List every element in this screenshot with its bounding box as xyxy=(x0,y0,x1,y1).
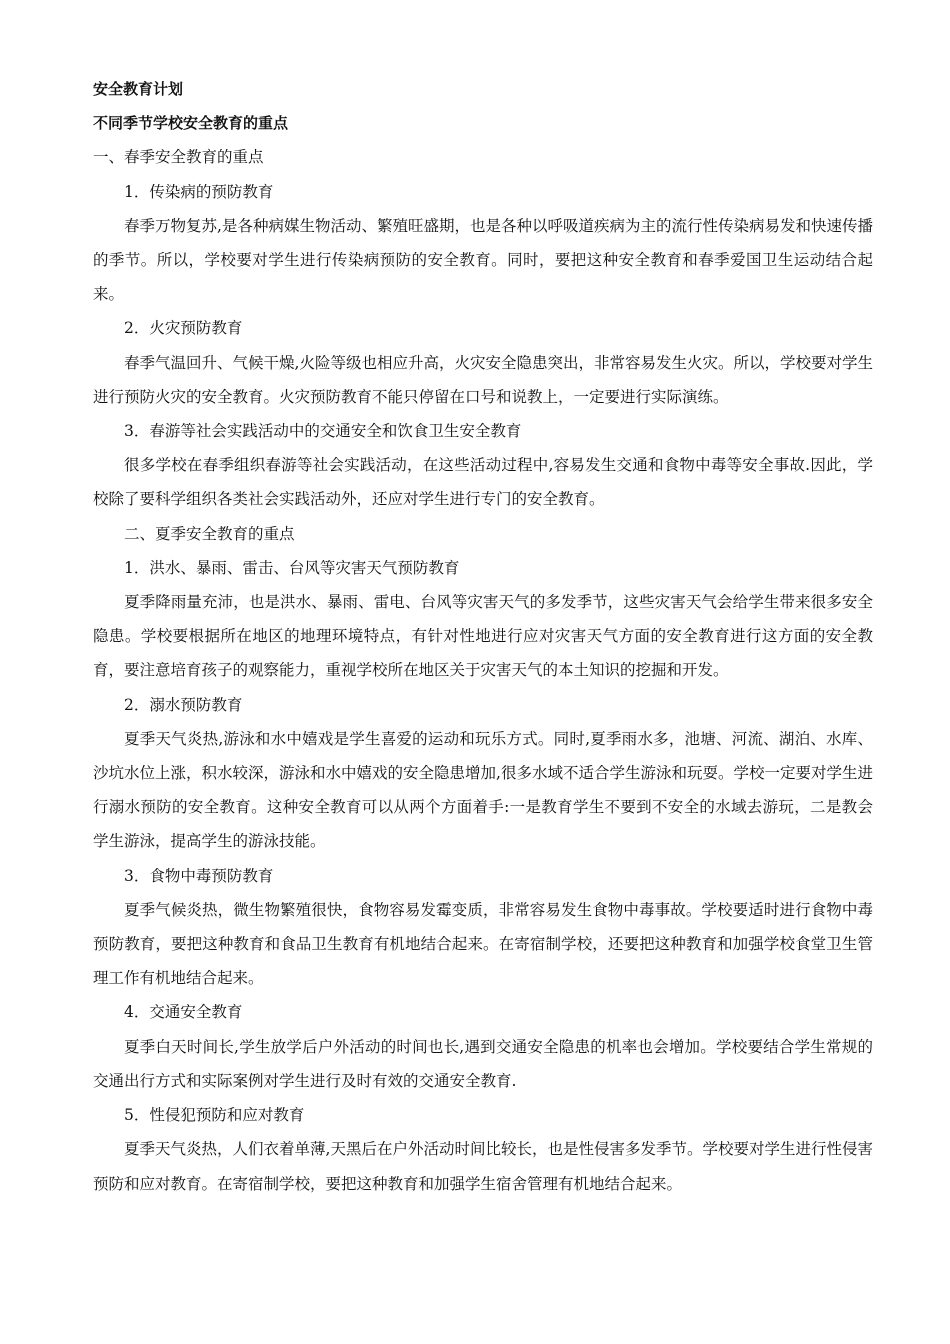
section-heading-summer: 二、夏季安全教育的重点 xyxy=(124,524,295,543)
item-heading: 3．食物中毒预防教育 xyxy=(124,866,274,885)
item-heading: 5．性侵犯预防和应对教育 xyxy=(124,1106,305,1125)
item-heading: 2．溺水预防教育 xyxy=(124,695,243,714)
item-heading: 3．春游等社会实践活动中的交通安全和饮食卫生安全教育 xyxy=(124,422,522,441)
item-paragraph: 春季万物复苏,是各种病媒生物活动、繁殖旺盛期，也是各种以呼吸道疾病为主的流行性传染病易发和快速传播的季节。所以，学校要对学生进行传染病预防的安全教育。同时，要把这种安全教育和春季爱国卫生运动结合起来。 xyxy=(93,216,873,304)
item-paragraph: 夏季白天时间长,学生放学后户外活动的时间也长,遇到交通安全隐患的机率也会增加。学校要结合学生常规的交通出行方式和实际案例对学生进行及时有效的交通安全教育. xyxy=(93,1037,873,1090)
item-paragraph: 夏季天气炎热,游泳和水中嬉戏是学生喜爱的运动和玩乐方式。同时,夏季雨水多，池塘、河流、湖泊、水库、沙坑水位上涨，积水较深，游泳和水中嬉戏的安全隐患增加,很多水域不适合学生游泳和玩耍。学校一定要对学生进行溺水预防的安全教育。这种安全教育可以从两个方面着手:一是教育学生不要到不安全的水域去游玩，二是教会学生游泳，提高学生的游泳技能。 xyxy=(93,729,873,851)
item-heading: 1．传染病的预防教育 xyxy=(124,182,274,201)
item-paragraph: 春季气温回升、气候干燥,火险等级也相应升高，火灾安全隐患突出，非常容易发生火灾。所以，学校要对学生进行预防火灾的安全教育。火灾预防教育不能只停留在口号和说教上，一定要进行实际演练。 xyxy=(93,353,873,406)
section-heading-spring: 一、春季安全教育的重点 xyxy=(93,148,264,167)
item-paragraph: 夏季气候炎热，微生物繁殖很快，食物容易发霉变质，非常容易发生食物中毒事故。学校要适时进行食物中毒预防教育，要把这种教育和食品卫生教育有机地结合起来。在寄宿制学校，还要把这种教育和加强学校食堂卫生管理工作有机地结合起来。 xyxy=(93,900,873,988)
document-subtitle: 不同季节学校安全教育的重点 xyxy=(93,114,289,133)
document-title: 安全教育计划 xyxy=(93,80,184,98)
item-heading: 4．交通安全教育 xyxy=(124,1003,243,1022)
item-paragraph: 夏季天气炎热，人们衣着单薄,天黑后在户外活动时间比较长，也是性侵害多发季节。学校要对学生进行性侵害预防和应对教育。在寄宿制学校，要把这种教育和加强学生宿舍管理有机地结合起来。 xyxy=(93,1140,873,1193)
item-heading: 2．火灾预防教育 xyxy=(124,319,243,338)
item-heading: 1．洪水、暴雨、雷击、台风等灾害天气预防教育 xyxy=(124,558,460,577)
item-paragraph: 很多学校在春季组织春游等社会实践活动，在这些活动过程中,容易发生交通和食物中毒等安全事故.因此，学校除了要科学组织各类社会实践活动外，还应对学生进行专门的安全教育。 xyxy=(93,456,873,509)
document-page xyxy=(93,72,873,1201)
item-paragraph: 夏季降雨量充沛，也是洪水、暴雨、雷电、台风等灾害天气的多发季节，这些灾害天气会给学生带来很多安全隐患。学校要根据所在地区的地理环境特点，有针对性地进行应对灾害天气方面的安全教育进行这方面的安全教育，要注意培育孩子的观察能力，重视学校所在地区关于灾害天气的本土知识的挖掘和开发。 xyxy=(93,593,873,680)
